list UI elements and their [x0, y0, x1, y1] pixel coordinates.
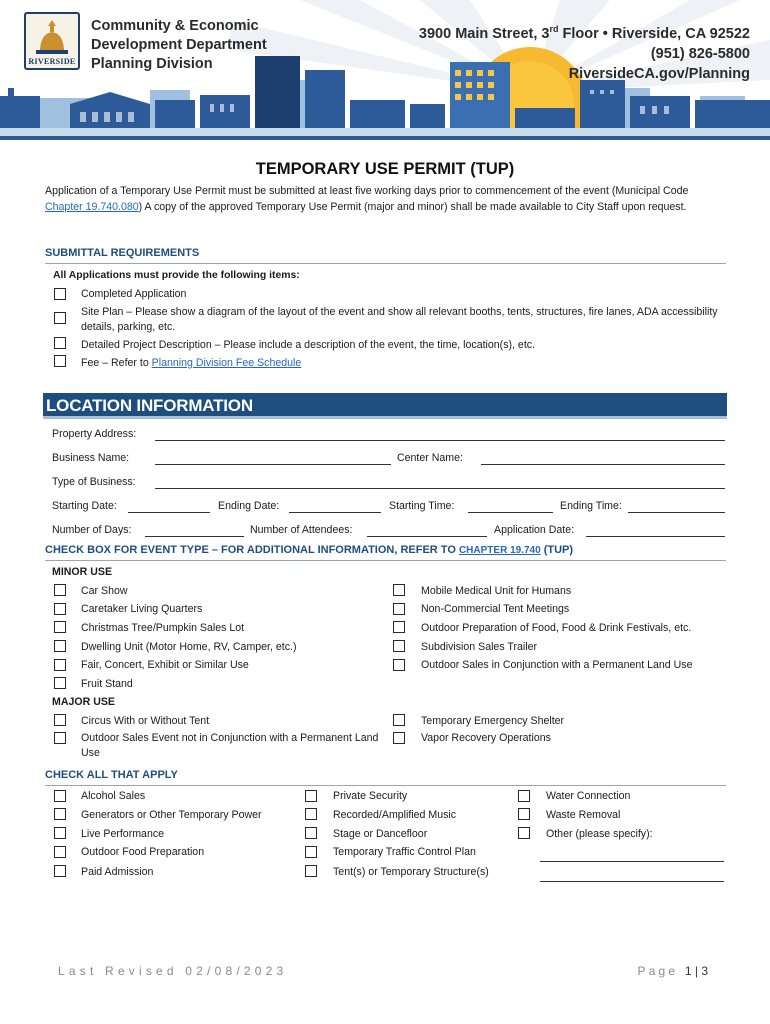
- checkbox-mobile-medical-unit[interactable]: [393, 584, 405, 596]
- intro-paragraph: Application of a Temporary Use Permit must be submitted at least five working days prior to commencement of the event (Municipal Code Chapter 19.740.080) A copy of the approved Temporary Use Permit (major and minor) shall be made available to City Staff upon request.: [45, 185, 689, 213]
- option-generators: Generators or Other Temporary Power: [81, 809, 262, 821]
- dept-line-1: Community & Economic: [91, 18, 259, 34]
- checkbox-generators[interactable]: [54, 808, 66, 820]
- option-private-security: Private Security: [333, 790, 408, 802]
- number-of-attendees-field[interactable]: [367, 536, 487, 537]
- type-of-business-label: Type of Business:: [52, 476, 136, 488]
- event-caretaker-living-quarters: Caretaker Living Quarters: [81, 603, 203, 615]
- event-subdivision-sales-trailer: Subdivision Sales Trailer: [421, 641, 537, 653]
- checkbox-private-security[interactable]: [305, 790, 317, 802]
- checkbox-fee[interactable]: [54, 355, 66, 367]
- phone-number: (951) 826-5800: [650, 45, 750, 62]
- checkbox-caretaker-living-quarters[interactable]: [54, 603, 66, 615]
- minor-use-label: MINOR USE: [52, 566, 113, 578]
- ending-date-field[interactable]: [289, 512, 381, 513]
- dept-line-3: Planning Division: [91, 56, 213, 72]
- option-traffic-control: Temporary Traffic Control Plan: [333, 846, 476, 858]
- checkbox-tents[interactable]: [305, 865, 317, 877]
- event-outdoor-sales-permanent: Outdoor Sales in Conjunction with a Permanent Land Use: [421, 659, 693, 671]
- option-other: Other (please specify):: [546, 828, 653, 840]
- checkbox-completed-application[interactable]: [54, 288, 66, 300]
- event-vapor-recovery: Vapor Recovery Operations: [421, 732, 551, 744]
- last-revised: Last Revised 02/08/2023: [58, 964, 288, 978]
- number-of-attendees-label: Number of Attendees:: [250, 524, 353, 536]
- option-stage-dancefloor: Stage or Dancefloor: [333, 828, 428, 840]
- department-name: [91, 17, 267, 74]
- chapter-link[interactable]: Chapter 19.740.080: [45, 201, 139, 213]
- type-of-business-field[interactable]: [155, 488, 725, 489]
- major-use-label: MAJOR USE: [52, 696, 115, 708]
- dept-line-2: Development Department: [91, 37, 267, 53]
- property-address-label: Property Address:: [52, 428, 137, 440]
- option-paid-admission: Paid Admission: [81, 866, 154, 878]
- center-name-field[interactable]: [481, 464, 725, 465]
- option-outdoor-food-prep: Outdoor Food Preparation: [81, 846, 205, 858]
- checkbox-live-performance[interactable]: [54, 827, 66, 839]
- option-alcohol-sales: Alcohol Sales: [81, 790, 146, 802]
- req-project-description: Detailed Project Description – Please include a description of the event, the time, location(s), etc.: [81, 339, 536, 351]
- header-banner: [0, 0, 770, 140]
- checkbox-christmas-tree-lot[interactable]: [54, 621, 66, 633]
- starting-date-label: Starting Date:: [52, 500, 117, 512]
- chapter-19-740-link[interactable]: CHAPTER 19.740: [458, 545, 541, 556]
- option-tents: Tent(s) or Temporary Structure(s): [333, 866, 489, 878]
- checkbox-waste-removal[interactable]: [518, 808, 530, 820]
- checkbox-vapor-recovery[interactable]: [393, 732, 405, 744]
- option-amplified-music: Recorded/Amplified Music: [333, 809, 457, 821]
- event-christmas-tree-lot: Christmas Tree/Pumpkin Sales Lot: [81, 622, 245, 634]
- event-food-festivals: Outdoor Preparation of Food, Food & Drink Festivals, etc.: [421, 622, 692, 634]
- starting-date-field[interactable]: [128, 512, 210, 513]
- submittal-heading: SUBMITTAL REQUIREMENTS: [45, 247, 200, 259]
- business-name-field[interactable]: [155, 464, 391, 465]
- event-dwelling-unit: Dwelling Unit (Motor Home, RV, Camper, etc.): [81, 641, 297, 653]
- ending-time-label: Ending Time:: [560, 500, 622, 512]
- ending-date-label: Ending Date:: [218, 500, 280, 512]
- event-fruit-stand: Fruit Stand: [81, 678, 133, 690]
- checkbox-fair-concert[interactable]: [54, 659, 66, 671]
- event-outdoor-sales-event: Outdoor Sales Event not in Conjunction with a Permanent Land Use: [81, 732, 379, 759]
- checkbox-water-connection[interactable]: [518, 790, 530, 802]
- event-fair-concert: Fair, Concert, Exhibit or Similar Use: [81, 659, 249, 671]
- event-tent-meetings: Non-Commercial Tent Meetings: [421, 603, 570, 615]
- checkbox-traffic-control[interactable]: [305, 846, 317, 858]
- property-address-field[interactable]: [155, 440, 725, 441]
- number-of-days-field[interactable]: [145, 536, 244, 537]
- checkbox-fruit-stand[interactable]: [54, 677, 66, 689]
- checkbox-car-show[interactable]: [54, 584, 66, 596]
- checkbox-paid-admission[interactable]: [54, 865, 66, 877]
- checkbox-site-plan[interactable]: [54, 312, 66, 324]
- checkbox-outdoor-sales-permanent[interactable]: [393, 659, 405, 671]
- street-address: 3900 Main Street, 3rd Floor • Riverside, CA 92522: [418, 24, 750, 42]
- fee-schedule-link[interactable]: Planning Division Fee Schedule: [151, 357, 302, 369]
- checkbox-amplified-music[interactable]: [305, 808, 317, 820]
- checkbox-food-festivals[interactable]: [393, 621, 405, 633]
- location-section-header: LOCATION INFORMATION: [43, 393, 727, 419]
- checkbox-other[interactable]: [518, 827, 530, 839]
- req-fee: Fee – Refer to Planning Division Fee Schedule: [81, 357, 302, 369]
- seal-text: RIVERSIDE: [28, 57, 76, 66]
- req-completed-application: Completed Application: [81, 288, 187, 300]
- event-circus: Circus With or Without Tent: [81, 715, 210, 727]
- checkbox-tent-meetings[interactable]: [393, 603, 405, 615]
- application-date-field[interactable]: [586, 536, 725, 537]
- city-seal-logo: [24, 12, 80, 70]
- option-waste-removal: Waste Removal: [546, 809, 621, 821]
- event-car-show: Car Show: [81, 585, 128, 597]
- page-title: TEMPORARY USE PERMIT (TUP): [255, 160, 515, 178]
- number-of-days-label: Number of Days:: [52, 524, 132, 536]
- event-type-heading: CHECK BOX FOR EVENT TYPE – FOR ADDITIONAL INFORMATION, REFER TO CHAPTER 19.740 (TUP): [45, 544, 574, 556]
- check-all-heading: CHECK ALL THAT APPLY: [45, 769, 178, 781]
- divider: [45, 263, 726, 264]
- website: RiversideCA.gov/Planning: [568, 65, 750, 82]
- ending-time-field[interactable]: [628, 512, 725, 513]
- req-site-plan: Site Plan – Please show a diagram of the layout of the event and show all relevant booths, tents, structures, fire lanes, ADA accessibility details, parking, etc.: [81, 306, 718, 333]
- submittal-subheading: All Applications must provide the following items:: [53, 270, 300, 281]
- checkbox-stage-dancefloor[interactable]: [305, 827, 317, 839]
- divider: [45, 785, 726, 786]
- application-date-label: Application Date:: [494, 524, 575, 536]
- event-mobile-medical-unit: Mobile Medical Unit for Humans: [421, 585, 572, 597]
- checkbox-circus[interactable]: [54, 714, 66, 726]
- checkbox-project-description[interactable]: [54, 337, 66, 349]
- option-water-connection: Water Connection: [546, 790, 631, 802]
- other-specify-field-2[interactable]: [540, 881, 724, 882]
- event-emergency-shelter: Temporary Emergency Shelter: [421, 715, 565, 727]
- checkbox-alcohol-sales[interactable]: [54, 790, 66, 802]
- checkbox-outdoor-sales-event[interactable]: [54, 732, 66, 744]
- starting-time-field[interactable]: [468, 512, 553, 513]
- page-number: Page 1 | 3: [637, 964, 708, 978]
- starting-time-label: Starting Time:: [389, 500, 455, 512]
- center-name-label: Center Name:: [397, 452, 463, 464]
- checkbox-subdivision-sales-trailer[interactable]: [393, 640, 405, 652]
- divider: [45, 560, 726, 561]
- checkbox-emergency-shelter[interactable]: [393, 714, 405, 726]
- business-name-label: Business Name:: [52, 452, 130, 464]
- option-live-performance: Live Performance: [81, 828, 165, 840]
- checkbox-dwelling-unit[interactable]: [54, 640, 66, 652]
- checkbox-outdoor-food-prep[interactable]: [54, 846, 66, 858]
- contact-block: [419, 19, 750, 84]
- other-specify-field-1[interactable]: [540, 861, 724, 862]
